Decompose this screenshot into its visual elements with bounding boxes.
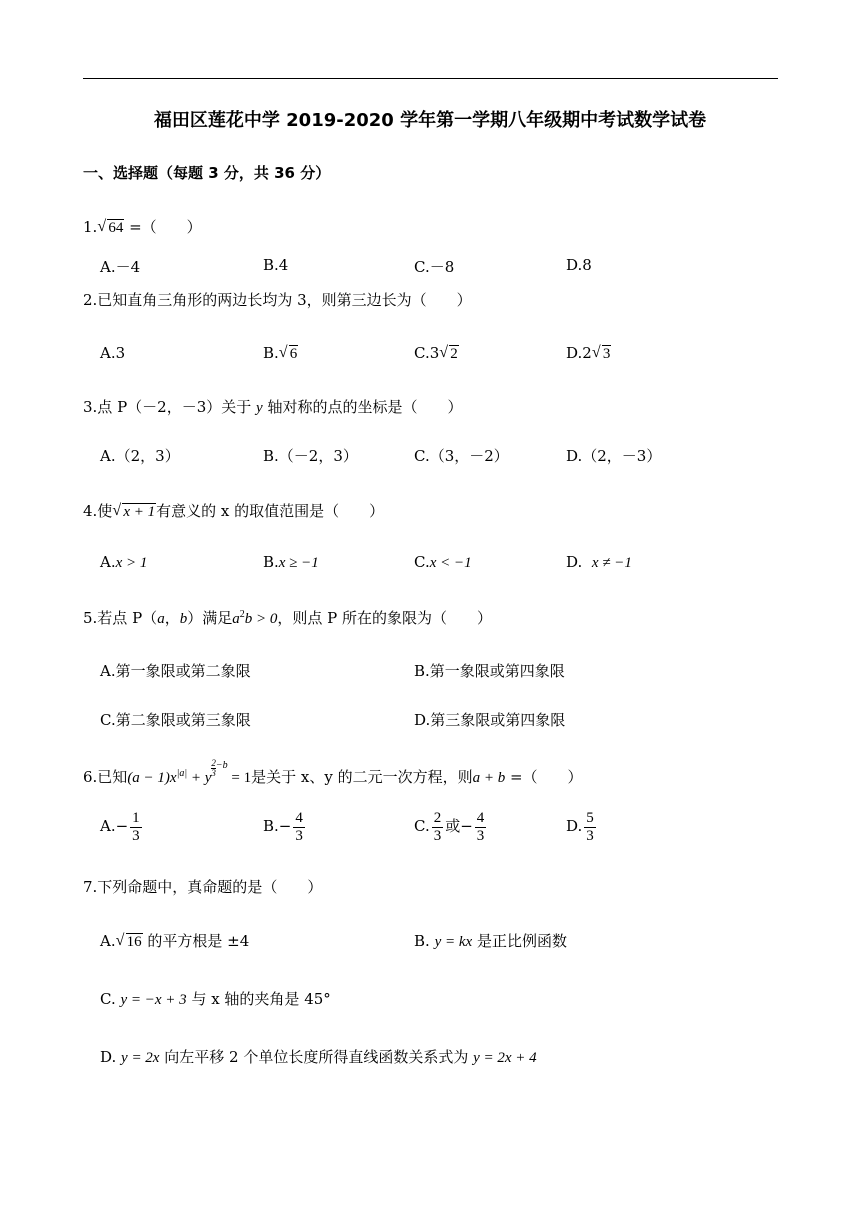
q6-option-d: D. $\frac{5}{3}$ <box>566 810 594 844</box>
q3-option-b: B.（－2，3） <box>263 447 358 465</box>
q5-option-b: B.第一象限或第四象限 <box>414 662 565 680</box>
header-rule <box>83 78 778 79</box>
q6-option-a: A.− $\frac{1}{3}$ <box>100 810 140 844</box>
q3-option-d: D.（2，－3） <box>566 447 662 465</box>
q1-option-b: B.4 <box>263 256 289 274</box>
q2-option-d: D.2√ 3 <box>566 344 611 363</box>
q1-option-d: D.8 <box>566 256 592 274</box>
question-5-stem: 5.若点 P（a，b）满足$a^2b > 0$，则点 P 所在的象限为（ ） <box>83 609 492 627</box>
q4-option-c: C.x < −1 <box>414 553 472 571</box>
q2-option-c: C.3√ 2 <box>414 344 459 363</box>
q4-option-b: B.x ≥ −1 <box>263 553 319 571</box>
q6-option-c: C. $\frac{2}{3}$ 或− $\frac{4}{3}$ <box>414 810 485 844</box>
question-3-stem: 3.点 P（－2，－3）关于 y 轴对称的点的坐标是（ ） <box>83 398 463 416</box>
q5-option-a: A.第一象限或第二象限 <box>100 662 251 680</box>
q7-option-d: D. y = 2x 向左平移 2 个单位长度所得直线函数关系式为 y = 2x + 4 <box>100 1048 537 1066</box>
q3-option-a: A.（2，3） <box>100 447 180 465</box>
q3-option-c: C.（3，－2） <box>414 447 509 465</box>
q5-option-c: C.第二象限或第三象限 <box>100 711 251 729</box>
sqrt-expression: √ 64 <box>98 220 124 237</box>
q5-option-d: D.第三象限或第四象限 <box>414 711 566 729</box>
q4-option-d: D. x ≠ −1 <box>566 553 632 571</box>
question-tail: =（ ） <box>124 218 202 236</box>
question-7-stem: 7.下列命题中，真命题的是（ ） <box>83 878 323 896</box>
q4-option-a: A.x > 1 <box>100 553 148 571</box>
question-number: 1. <box>83 218 98 236</box>
q2-option-a: A.3 <box>100 344 126 362</box>
q2-option-b: B.√ 6 <box>263 344 298 363</box>
q1-option-c: C.－8 <box>414 258 455 276</box>
q7-option-a: A.√ 16 的平方根是 ±4 <box>100 930 249 951</box>
section-heading-choice: 一、选择题（每题 3 分，共 36 分） <box>83 164 331 182</box>
question-6-stem: 6.已知$(a - 1)x^{|a|} + y$ $\frac{2}{3}$ $^{-b}$ = 1是关于 x、y 的二元一次方程，则a + b =（ ） <box>83 758 583 786</box>
question-4-stem: 4.使√ x + 1有意义的 x 的取值范围是（ ） <box>83 500 384 521</box>
q7-option-c: C. y = −x + 3 与 x 轴的夹角是 45° <box>100 990 331 1008</box>
question-1-stem <box>83 216 202 237</box>
question-2-stem: 2.已知直角三角形的两边长均为 3，则第三边长为（ ） <box>83 291 472 309</box>
q6-option-b: B.− $\frac{4}{3}$ <box>263 810 303 844</box>
q1-option-a: A.－4 <box>100 258 141 276</box>
q7-option-b: B. y = kx 是正比例函数 <box>414 932 567 950</box>
page-title: 福田区莲花中学 2019-2020 学年第一学期八年级期中考试数学试卷 <box>153 110 707 131</box>
